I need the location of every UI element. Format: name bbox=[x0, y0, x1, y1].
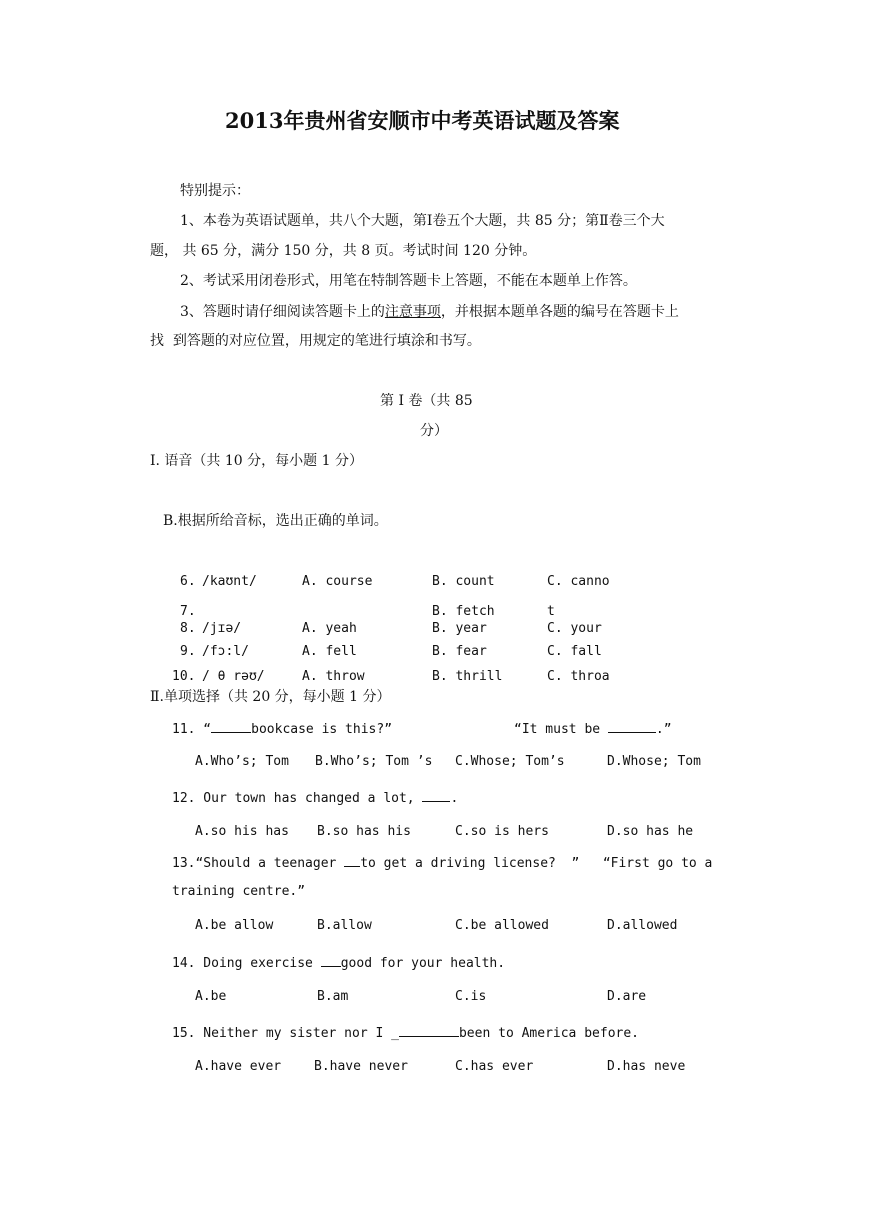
q9-number: 9. bbox=[180, 644, 196, 659]
q6-option-c: C. canno bbox=[547, 574, 610, 589]
q14-blank bbox=[321, 954, 341, 967]
q10-option-a: A. throw bbox=[302, 669, 365, 684]
q9-option-a: A. fell bbox=[302, 644, 357, 659]
q14-option-c: C.is bbox=[455, 989, 487, 1004]
q9-option-c: C. fall bbox=[547, 644, 602, 659]
notice-line-3: 3、答题时请仔细阅读答题卡上的注意事项，并根据本题单各题的编号在答题卡上 bbox=[180, 304, 679, 320]
q13-blank bbox=[344, 854, 360, 867]
q10-option-b: B. thrill bbox=[432, 669, 503, 684]
q12-option-c: C.so is hers bbox=[455, 824, 549, 839]
section1-instruction: B.根据所给音标，选出正确的单词。 bbox=[163, 513, 388, 529]
q6-option-b: B. count bbox=[432, 574, 495, 589]
q11-stem: 11. “ bookcase is this?” bbox=[172, 722, 393, 737]
q10-option-c: C. throa bbox=[547, 669, 610, 684]
q11-option-a: A.Who’s; Tom bbox=[195, 754, 289, 769]
q9-option-b: B. fear bbox=[432, 644, 487, 659]
q14-stem: 14. Doing exercise good for your health. bbox=[172, 956, 506, 971]
q15-blank bbox=[399, 1024, 459, 1037]
q8-option-c: C. your bbox=[547, 621, 602, 636]
q12-option-d: D.so has he bbox=[607, 824, 694, 839]
notice-line-3-cont: 找 到答题的对应位置，用规定的笔进行填涂和书写。 bbox=[150, 333, 481, 349]
q11-blank-1 bbox=[211, 720, 251, 733]
q9-phonetic: /fɔ:l/ bbox=[202, 644, 249, 659]
q13-stem-cont: training centre.” bbox=[172, 884, 306, 899]
section2-heading: Ⅱ.单项选择（共 20 分，每小题 1 分） bbox=[150, 689, 391, 705]
q7-number: 7. bbox=[180, 604, 196, 619]
q8-option-a: A. yeah bbox=[302, 621, 357, 636]
q14-option-b: B.am bbox=[317, 989, 349, 1004]
q13-option-b: B.allow bbox=[317, 918, 372, 933]
part1-heading-cont: 分） bbox=[420, 423, 448, 439]
section1-heading: Ⅰ. 语音（共 10 分，每小题 1 分） bbox=[150, 453, 363, 469]
notice-heading: 特别提示： bbox=[180, 183, 250, 199]
q15-option-c: C.has ever bbox=[455, 1059, 534, 1074]
q13-option-d: D.allowed bbox=[607, 918, 678, 933]
q6-option-a: A. course bbox=[302, 574, 373, 589]
notice-line-1: 1、本卷为英语试题单，共八个大题，第Ⅰ卷五个大题，共 85 分；第Ⅱ卷三个大 bbox=[180, 213, 665, 229]
notice-underlined: 注意事项 bbox=[384, 304, 441, 320]
q13-option-c: C.be allowed bbox=[455, 918, 549, 933]
q11-option-d: D.Whose; Tom bbox=[607, 754, 701, 769]
q11-option-c: C.Whose; Tom’s bbox=[455, 754, 565, 769]
q12-option-a: A.so his has bbox=[195, 824, 289, 839]
q8-number: 8. bbox=[180, 621, 196, 636]
q11-blank-2 bbox=[608, 720, 656, 733]
q14-option-a: A.be bbox=[195, 989, 227, 1004]
q6-number: 6. bbox=[180, 574, 196, 589]
q7-option-b: B. fetch bbox=[432, 604, 495, 619]
q15-stem: 15. Neither my sister nor I _ been to America before. bbox=[172, 1026, 639, 1041]
q13-option-a: A.be allow bbox=[195, 918, 274, 933]
q8-phonetic: /jɪə/ bbox=[202, 621, 242, 636]
q14-option-d: D.are bbox=[607, 989, 647, 1004]
q12-option-b: B.so has his bbox=[317, 824, 411, 839]
q12-blank bbox=[422, 789, 450, 802]
q11-reply: “It must be .” bbox=[514, 722, 672, 737]
page-title: 2013年贵州省安顺市中考英语试题及答案 bbox=[225, 108, 620, 133]
q15-option-a: A.have ever bbox=[195, 1059, 282, 1074]
q6-phonetic: /kaʊnt/ bbox=[202, 574, 257, 589]
part1-heading: 第 Ⅰ 卷（共 85 bbox=[380, 393, 473, 409]
q15-option-b: B.have never bbox=[314, 1059, 408, 1074]
q13-stem: 13.“Should a teenager to get a driving license? ” “First go to a bbox=[172, 856, 713, 871]
notice-line-2: 2、考试采用闭卷形式，用笔在特制答题卡上答题，不能在本题单上作答。 bbox=[180, 273, 637, 289]
q12-stem: 12. Our town has changed a lot, . bbox=[172, 791, 459, 806]
q10-phonetic: / θ rəʊ/ bbox=[202, 669, 265, 684]
q8-option-b: B. year bbox=[432, 621, 487, 636]
q7-option-c: t bbox=[547, 604, 555, 619]
q15-option-d: D.has neve bbox=[607, 1059, 686, 1074]
q10-number: 10. bbox=[172, 669, 196, 684]
notice-line-1-cont: 题， 共 65 分，满分 150 分，共 8 页。考试时间 120 分钟。 bbox=[150, 243, 537, 259]
q11-option-b: B.Who’s; Tom ’s bbox=[315, 754, 433, 769]
